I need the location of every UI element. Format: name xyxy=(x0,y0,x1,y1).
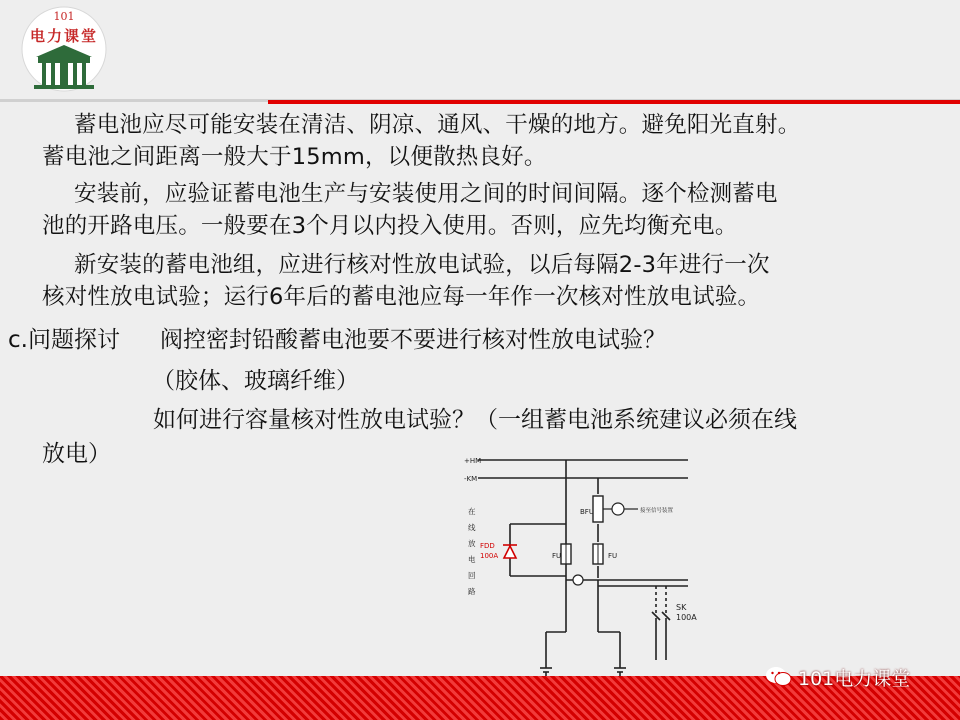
signal-icon xyxy=(612,503,624,515)
header-accent-bar xyxy=(268,100,960,104)
sk-label: SK xyxy=(676,603,687,612)
question-label: c.问题探讨 xyxy=(8,327,120,353)
paragraph-installation-location xyxy=(42,109,800,173)
question-heading xyxy=(8,323,666,357)
vertical-label-char: 回 xyxy=(468,571,476,580)
question-two-line: 如何进行容量核对性放电试验？（一组蓄电池系统建议必须在线 xyxy=(153,407,797,433)
paragraph-pre-installation xyxy=(42,178,778,242)
question-two-line: 放电） xyxy=(42,441,111,467)
paragraph-line: 核对性放电试验；运行6年后的蓄电池应每一年作一次核对性放电试验。 xyxy=(42,284,761,310)
logo xyxy=(14,5,114,93)
fu-left-label: FU xyxy=(552,552,562,560)
paragraph-line: 蓄电池应尽可能安装在清洁、阴凉、通风、干燥的地方。避免阳光直射。 xyxy=(74,112,801,138)
vertical-label-char: 电 xyxy=(468,555,476,564)
fu-right-label: FU xyxy=(608,552,618,560)
online-discharge-circuit-diagram xyxy=(448,446,710,690)
bus-minus-label: -KM xyxy=(464,475,478,483)
wechat-watermark xyxy=(764,661,910,693)
vertical-label xyxy=(468,506,476,596)
signal-label: 接至信号装置 xyxy=(640,508,674,514)
question-note: （胶体、玻璃纤维） xyxy=(152,368,359,394)
paragraph-discharge-test xyxy=(42,249,770,313)
fdd-label: FDD xyxy=(480,542,495,550)
vertical-label-char: 线 xyxy=(468,523,476,532)
paragraph-line: 安装前，应验证蓄电池生产与安装使用之间的时间间隔。逐个检测蓄电 xyxy=(74,181,778,207)
fuse-bfu xyxy=(593,496,603,522)
sk-rating: 100A xyxy=(676,613,697,622)
ammeter-icon xyxy=(573,575,583,585)
fdd-rating: 100A xyxy=(480,552,499,560)
logo-name: 电力课堂 xyxy=(29,27,99,45)
vertical-label-char: 在 xyxy=(468,507,476,516)
logo-number: 101 xyxy=(53,10,75,23)
bus-plus-label: +HM xyxy=(464,457,482,465)
vertical-label-char: 放 xyxy=(468,539,476,548)
vertical-label-char: 路 xyxy=(468,587,476,596)
fdd-diode-icon xyxy=(503,545,517,558)
wechat-account-name: 101电力课堂 xyxy=(798,667,911,690)
paragraph-line: 蓄电池之间距离一般大于15mm，以便散热良好。 xyxy=(42,144,547,170)
question-text: 阀控密封铅酸蓄电池要不要进行核对性放电试验？ xyxy=(159,327,666,353)
paragraph-line: 新安装的蓄电池组，应进行核对性放电试验，以后每隔2-3年进行一次 xyxy=(74,252,770,278)
bfu-label: BFU xyxy=(580,508,594,516)
paragraph-line: 池的开路电压。一般要在3个月以内投入使用。否则，应先均衡充电。 xyxy=(42,213,738,239)
wechat-icon xyxy=(764,664,794,690)
